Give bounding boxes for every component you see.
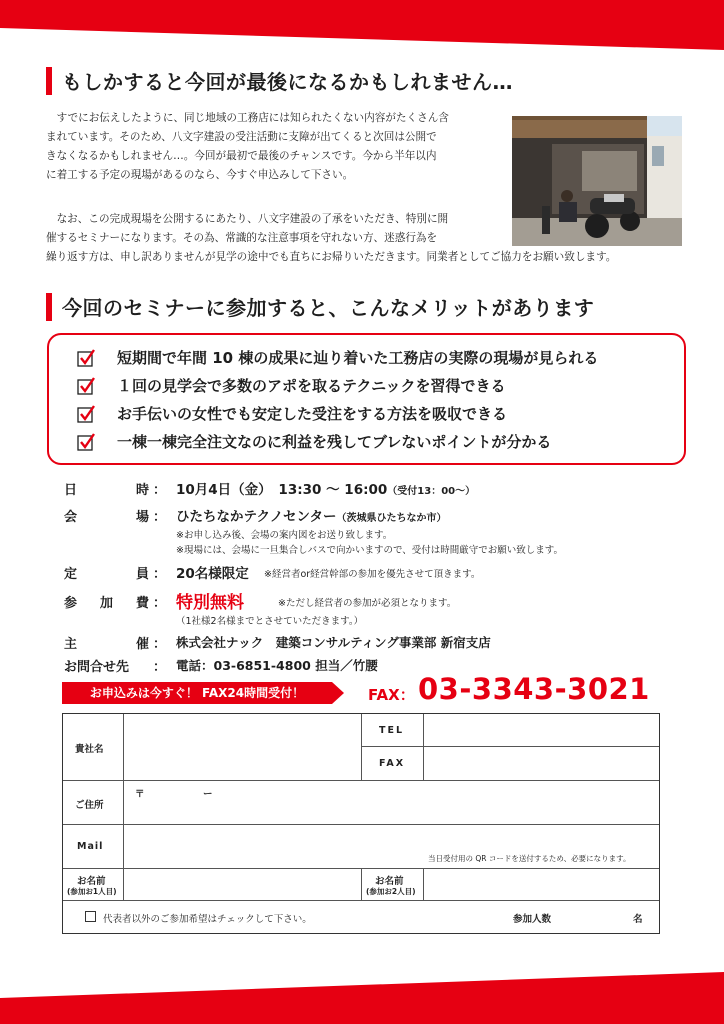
fax-label: FAX： [368, 686, 415, 704]
tel-label: TEL [379, 725, 405, 736]
company-label: 貴社名 [75, 744, 104, 755]
other-attendee-checkbox[interactable] [85, 911, 96, 922]
merit-item [77, 431, 551, 452]
name2-input[interactable] [424, 869, 659, 900]
application-form [62, 713, 660, 934]
company-input[interactable] [124, 714, 360, 780]
contact-label: お問合せ先 ： [64, 660, 166, 675]
name2-label: お名前 [375, 876, 404, 887]
address-label: ご住所 [75, 800, 104, 811]
venue-value: ひたちなかテクノセンター（茨城県ひたちなか市） [176, 509, 447, 525]
name2-sub: (参加お2人目) [366, 887, 416, 896]
check-icon [77, 377, 95, 395]
section1-heading [46, 66, 513, 95]
venue-note-1: ※お申し込み後、会場の案内図をお送り致します。 [176, 530, 393, 541]
checkbox-label: 代表者以外のご参加希望はチェックして下さい。 [103, 914, 312, 925]
bottom-red-band [0, 972, 724, 1024]
para1-line: まれています。そのため、八文字建設の受注活動に支障が出てくると次回は公開で [46, 131, 437, 143]
capacity-label: 定 員 ： [64, 567, 166, 582]
mail-input[interactable] [124, 825, 659, 853]
heading-accent-bar [46, 293, 52, 321]
check-icon [77, 405, 95, 423]
tel-input[interactable] [424, 714, 659, 746]
contact-value: 電話：03-6851-4800 担当／竹腰 [176, 658, 378, 673]
fee-value: 特別無料 [176, 593, 244, 613]
section2-title: 今回のセミナーに参加すると、こんなメリットがあります [62, 296, 595, 320]
apply-banner-text: お申込みは今すぐ！ FAX24時間受付！ [89, 686, 305, 700]
date-label: 日 時 ： [64, 483, 166, 498]
merit-text: 短期間で年間 10 棟の成果に辿り着いた工務店の実際の現場が見られる [117, 349, 599, 367]
section1-title: もしかすると今回が最後になるかもしれません… [62, 70, 513, 94]
fax-number[interactable]: 03-3343-3021 [418, 672, 650, 706]
fee-note-2: （1社様2名様までとさせていただきます。） [176, 616, 364, 627]
section2-heading [46, 292, 594, 321]
mail-note: 当日受付用の QR コードを送付するため、必要になります。 [428, 854, 631, 863]
attendee-count-unit: 名 [633, 914, 643, 925]
attendee-count-label: 参加人数 [513, 914, 552, 925]
date-value: 10月4日（金） 13:30 〜 16:00（受付13：00〜） [176, 482, 476, 498]
postal-mark: 〒 [135, 789, 145, 800]
name1-input[interactable] [124, 869, 360, 900]
attendee-count-input[interactable] [573, 906, 629, 926]
fee-label: 参 加 費 ： [64, 596, 166, 611]
para1-line: きなくなるかもしれません…。今回が最初で最後のチャンスです。今から半年以内 [46, 150, 437, 162]
check-icon [77, 349, 95, 367]
postal-dash: ー [203, 789, 213, 800]
host-value: 株式会社ナック 建築コンサルティング事業部 新宿支店 [176, 635, 491, 650]
check-icon [77, 433, 95, 451]
para1-line: すでにお伝えしたように、同じ地域の工務店には知られたくない内容がたくさん含 [56, 112, 449, 124]
site-photo [512, 116, 682, 246]
para2-line: 催するセミナーになります。その為、常識的な注意事項を守れない方、迷惑行為を [46, 232, 438, 244]
para2-line: なお、この完成現場を公開するにあたり、八文字建設の了承をいただき、特別に開 [56, 213, 449, 225]
capacity-note: ※経営者or経営幹部の参加を優先させて頂きます。 [264, 569, 481, 580]
merit-text: 一棟一棟完全注文なのに利益を残してブレないポイントが分かる [117, 433, 552, 451]
host-label: 主 催 ： [64, 637, 166, 652]
intro-paragraph-1 [46, 109, 501, 185]
name1-label: お名前 [77, 876, 106, 887]
merit-item [77, 375, 506, 396]
merit-item [77, 403, 507, 424]
merits-box [47, 333, 686, 465]
merit-item [77, 347, 598, 368]
fax-field-label: FAX [379, 758, 406, 769]
name1-sub: (参加お1人目) [67, 887, 117, 896]
fax-input[interactable] [424, 747, 659, 780]
mail-label: Mail [77, 841, 104, 852]
heading-accent-bar [46, 67, 52, 95]
fee-note: ※ただし経営者の参加が必須となります。 [278, 598, 457, 609]
para2-line: 繰り返す方は、申し訳ありませんが見学の途中でも直ちにお帰りいただきます。同業者としてご協力をお願い致します。 [46, 251, 617, 263]
merit-text: お手伝いの女性でも安定した受注をする方法を吸収できる [117, 405, 508, 423]
capacity-value: 20名様限定 [176, 566, 249, 582]
para1-line: に着工する予定の現場があるのなら、今すぐ申込みして下さい。 [46, 169, 354, 181]
venue-label: 会 場 ： [64, 510, 166, 525]
top-red-band [0, 0, 724, 52]
merit-text: １回の見学会で多数のアポを取るテクニックを習得できる [117, 377, 506, 395]
address-input[interactable] [124, 781, 659, 824]
venue-note-2: ※現場には、会場に一旦集合しバスで向かいますので、受付は時間厳守でお願い致します。 [176, 545, 564, 556]
